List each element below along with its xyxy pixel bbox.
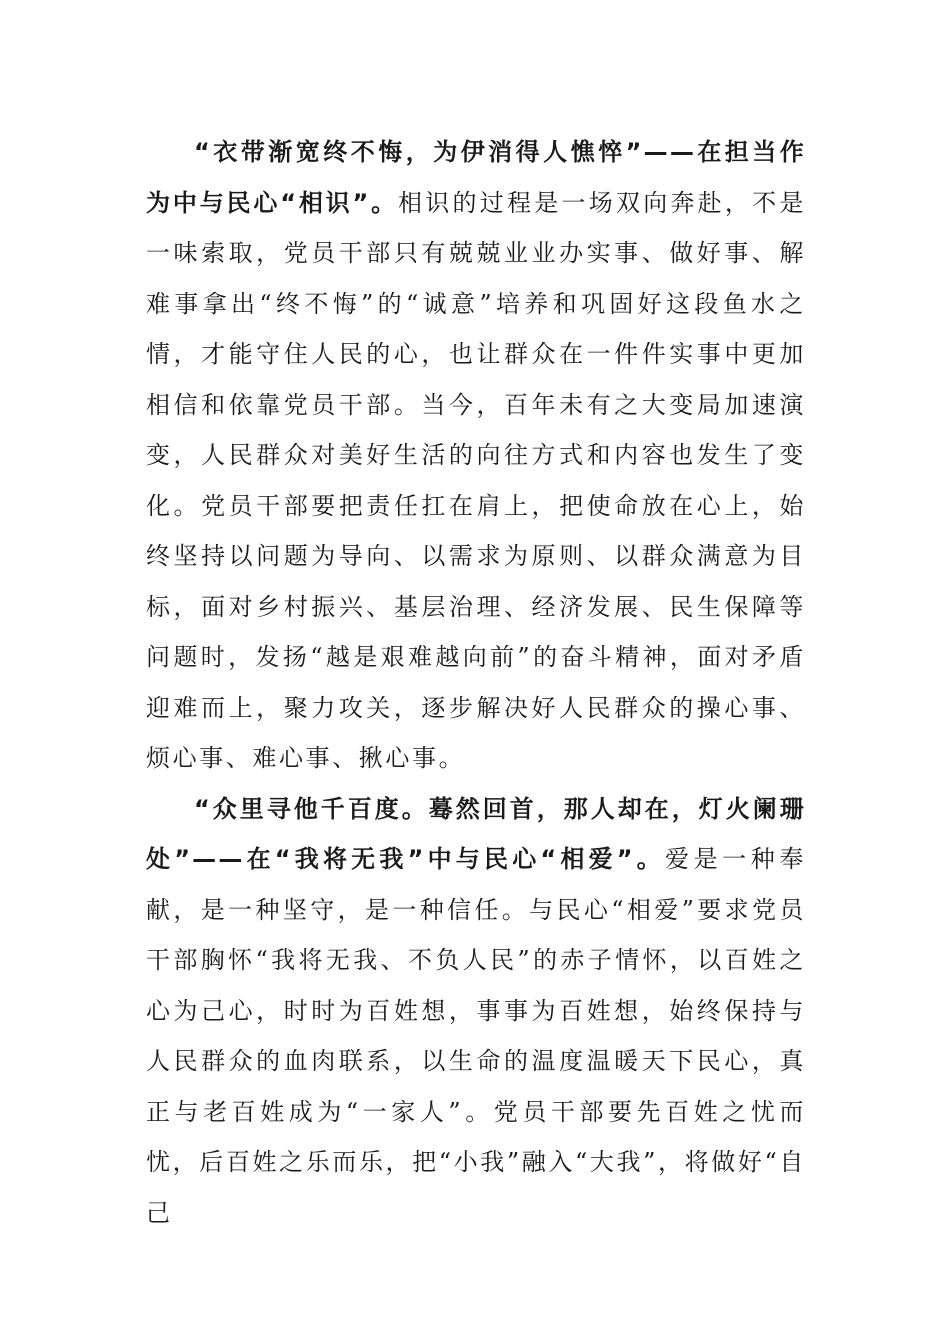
paragraph-1 [146,127,806,784]
paragraph-1-body: 相识的过程是一场双向奔赴，不是一味索取，党员干部只有兢兢业业办实事、做好事、解难事拿出“终不悔”的“诚意”培养和巩固好这段鱼水之情，才能守住人民的心，也让群众在一件件实事中更加相信和依靠党员干部。当今，百年未有之大变局加速演变，人民群众对美好生活的向往方式和内容也发生了变化。党员干部要把责任扛在肩上，把使命放在心上，始终坚持以问题为导向、以需求为原则、以群众满意为目标，面对乡村振兴、基层治理、经济发展、民生保障等问题时，发扬“越是艰难越向前”的奋斗精神，面对矛盾迎难而上，聚力攻关，逐步解决好人民群众的操心事、烦心事、难心事、揪心事。 [146,188,807,772]
document-body [146,127,806,1238]
paragraph-1-lead: “衣带渐宽终不悔，为伊消得人憔悴”——在担当作为中与民心“相识”。 [146,138,806,217]
paragraph-2-body: 爱是一种奉献，是一种坚守，是一种信任。与民心“相爱”要求党员干部胸怀“我将无我、不负人民”的赤子情怀，以百姓之心为己心，时时为百姓想，事事为百姓想，始终保持与人民群众的血肉联系，以生命的温度温暖天下民心，真正与老百姓成为“一家人”。党员干部要先百姓之忧而忧，后百姓之乐而乐，把“小我”融入“大我”，将做好“自己 [146,845,806,1227]
paragraph-2-lead: “众里寻他千百度。蓦然回首，那人却在，灯火阑珊处”——在“我将无我”中与民心“相爱”。 [146,794,806,873]
paragraph-2 [146,784,806,1239]
